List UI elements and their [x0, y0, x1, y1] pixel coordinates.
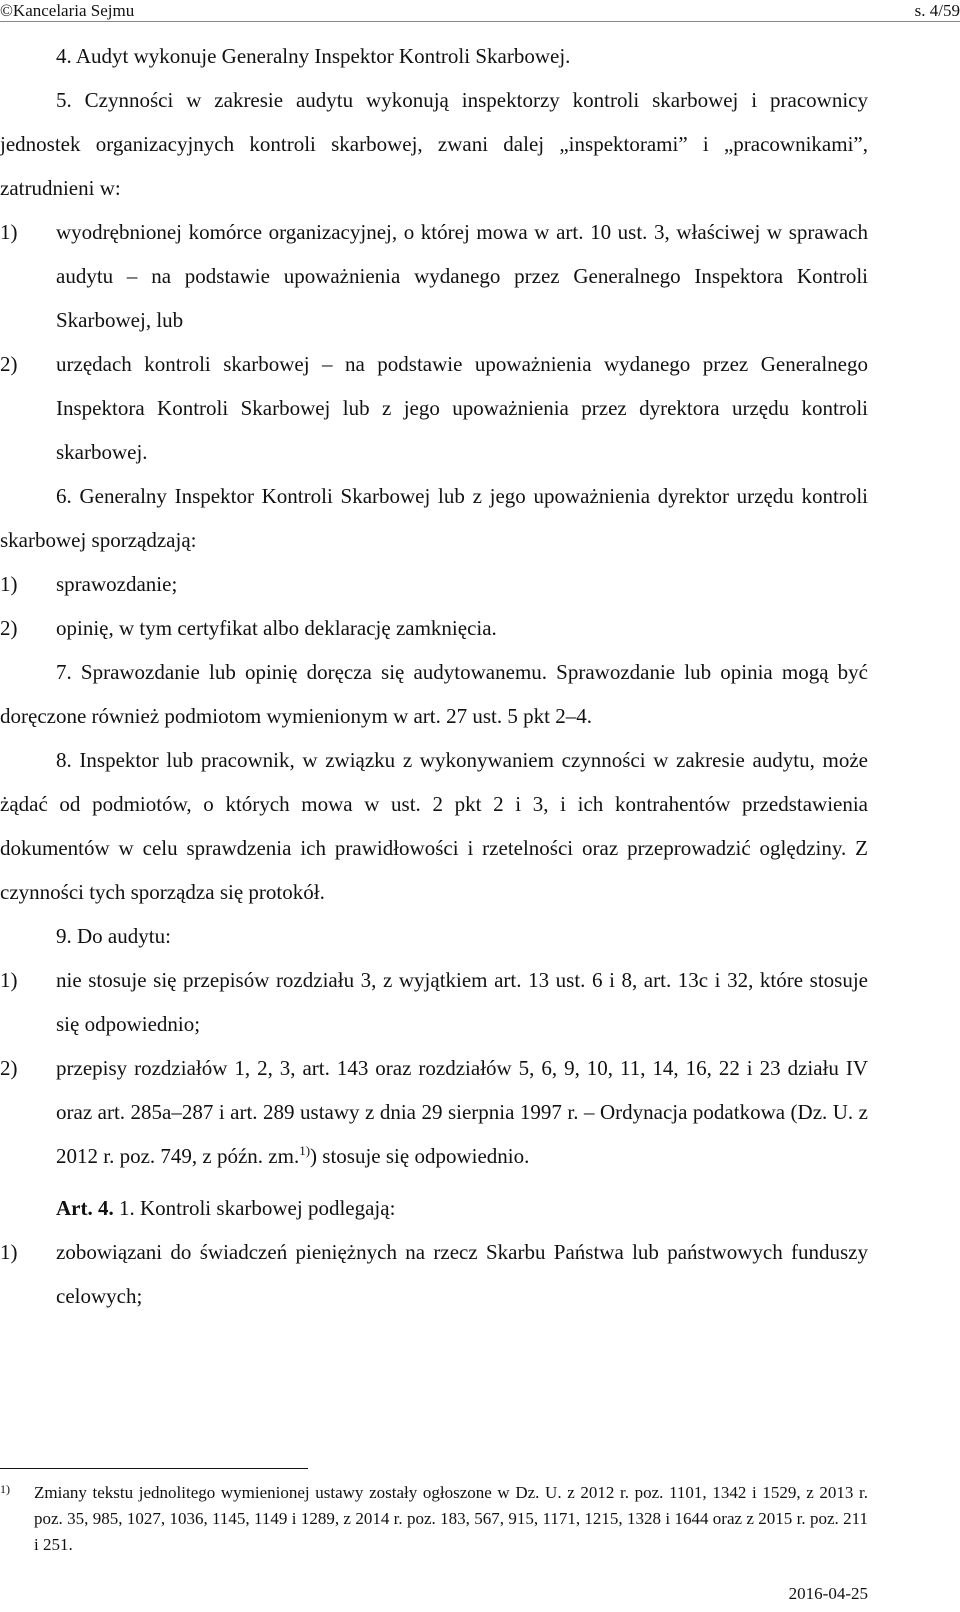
list-item-number: 1): [0, 968, 18, 992]
footnote-mark: 1): [0, 1482, 10, 1496]
list-item-number: 1): [0, 1240, 18, 1264]
list-item-text: urzędach kontroli skarbowej – na podstawie upoważnienia wydanego przez Generalnego Inspektora Kontroli Skarbowej lub z jego upoważnienia przez dyrektora urzędu kontroli skarbowej.: [56, 352, 868, 464]
paragraph-6: 6. Generalny Inspektor Kontroli Skarbowej lub z jego upoważnienia dyrektor urzędu kontroli skarbowej sporządzają:: [0, 484, 868, 552]
document-body: [0, 34, 868, 1318]
list-item: [0, 606, 868, 650]
paragraph-7: 7. Sprawozdanie lub opinię doręcza się audytowanemu. Sprawozdanie lub opinia mogą być doręczone również podmiotom wymienionym w art. 27 ust. 5 pkt 2–4.: [0, 660, 868, 728]
document-date: 2016-04-25: [788, 1584, 868, 1603]
list-item: [0, 562, 868, 606]
list-item-number: 2): [0, 616, 18, 640]
list-item-text: nie stosuje się przepisów rozdziału 3, z wyjątkiem art. 13 ust. 6 i 8, art. 13c i 32, które stosuje się odpowiednio;: [56, 968, 868, 1036]
page-number: s. 4/59: [914, 1, 960, 20]
article-4-text: 1. Kontroli skarbowej podlegają:: [113, 1196, 396, 1220]
footnote: [0, 1480, 868, 1558]
paragraph-5: 5. Czynności w zakresie audytu wykonują inspektorzy kontroli skarbowej i pracownicy jednostek organizacyjnych kontroli skarbowej, zwani dalej „inspektorami” i „pracownikami”, zatrudnieni w:: [0, 88, 868, 200]
list-item-text: wyodrębnionej komórce organizacyjnej, o której mowa w art. 10 ust. 3, właściwej w sprawach audytu – na podstawie upoważnienia wydanego przez Generalnego Inspektora Kontroli Skarbowej, lub: [56, 220, 868, 332]
list-item-text: zobowiązani do świadczeń pieniężnych na rzecz Skarbu Państwa lub państwowych funduszy celowych;: [56, 1240, 868, 1308]
footnote-divider: [0, 1468, 308, 1469]
list-item: [0, 342, 868, 474]
header-copyright: ©Kancelaria Sejmu: [0, 1, 135, 20]
list-item-text: sprawozdanie;: [56, 572, 178, 596]
article-4-heading: [0, 1186, 868, 1230]
list-item-text-part: przepisy rozdziałów 1, 2, 3, art. 143 oraz rozdziałów 5, 6, 9, 10, 11, 14, 16, 22 i 23 działu IV oraz art. 285a–287 i art. 289 ustawy z dnia 29 sierpnia 1997 r. – Ordynacja podatkowa (Dz. U. z 2012 r. poz. 749, z późn. zm.: [56, 1056, 868, 1168]
list-item: [0, 1230, 868, 1318]
list-item-text: opinię, w tym certyfikat albo deklarację zamknięcia.: [56, 616, 497, 640]
article-label: Art. 4.: [56, 1196, 114, 1220]
list-item: [0, 958, 868, 1046]
footnote-reference[interactable]: 1): [299, 1143, 311, 1158]
list-item: [0, 1046, 868, 1178]
paragraph-4: 4. Audyt wykonuje Generalny Inspektor Kontroli Skarbowej.: [56, 44, 571, 68]
list-item-text: [56, 1046, 868, 1178]
list-item-number: 2): [0, 1056, 18, 1080]
list-item-number: 1): [0, 572, 18, 596]
list-item-number: 1): [0, 220, 18, 244]
footnote-text: Zmiany tekstu jednolitego wymienionej ustawy zostały ogłoszone w Dz. U. z 2012 r. poz. 1101, 1342 i 1529, z 2013 r. poz. 35, 985, 1027, 1036, 1145, 1149 i 1289, z 2014 r. poz. 183, 567, 915, 1171, 1215, 1328 i 1644 oraz z 2015 r. poz. 211 i 251.: [34, 1483, 868, 1554]
list-item-text-part: ) stosuje się odpowiednio.: [310, 1144, 530, 1168]
paragraph-8: 8. Inspektor lub pracownik, w związku z wykonywaniem czynności w zakresie audytu, może żądać od podmiotów, o których mowa w ust. 2 pkt 2 i 3, i ich kontrahentów przedstawienia dokumentów w celu sprawdzenia ich prawidłowości i rzetelności oraz przeprowadzić oględziny. Z czynności tych sporządza się protokół.: [0, 748, 868, 904]
list-item: [0, 210, 868, 342]
list-item-number: 2): [0, 352, 18, 376]
paragraph-9: 9. Do audytu:: [56, 924, 171, 948]
page-header: [0, 0, 960, 22]
